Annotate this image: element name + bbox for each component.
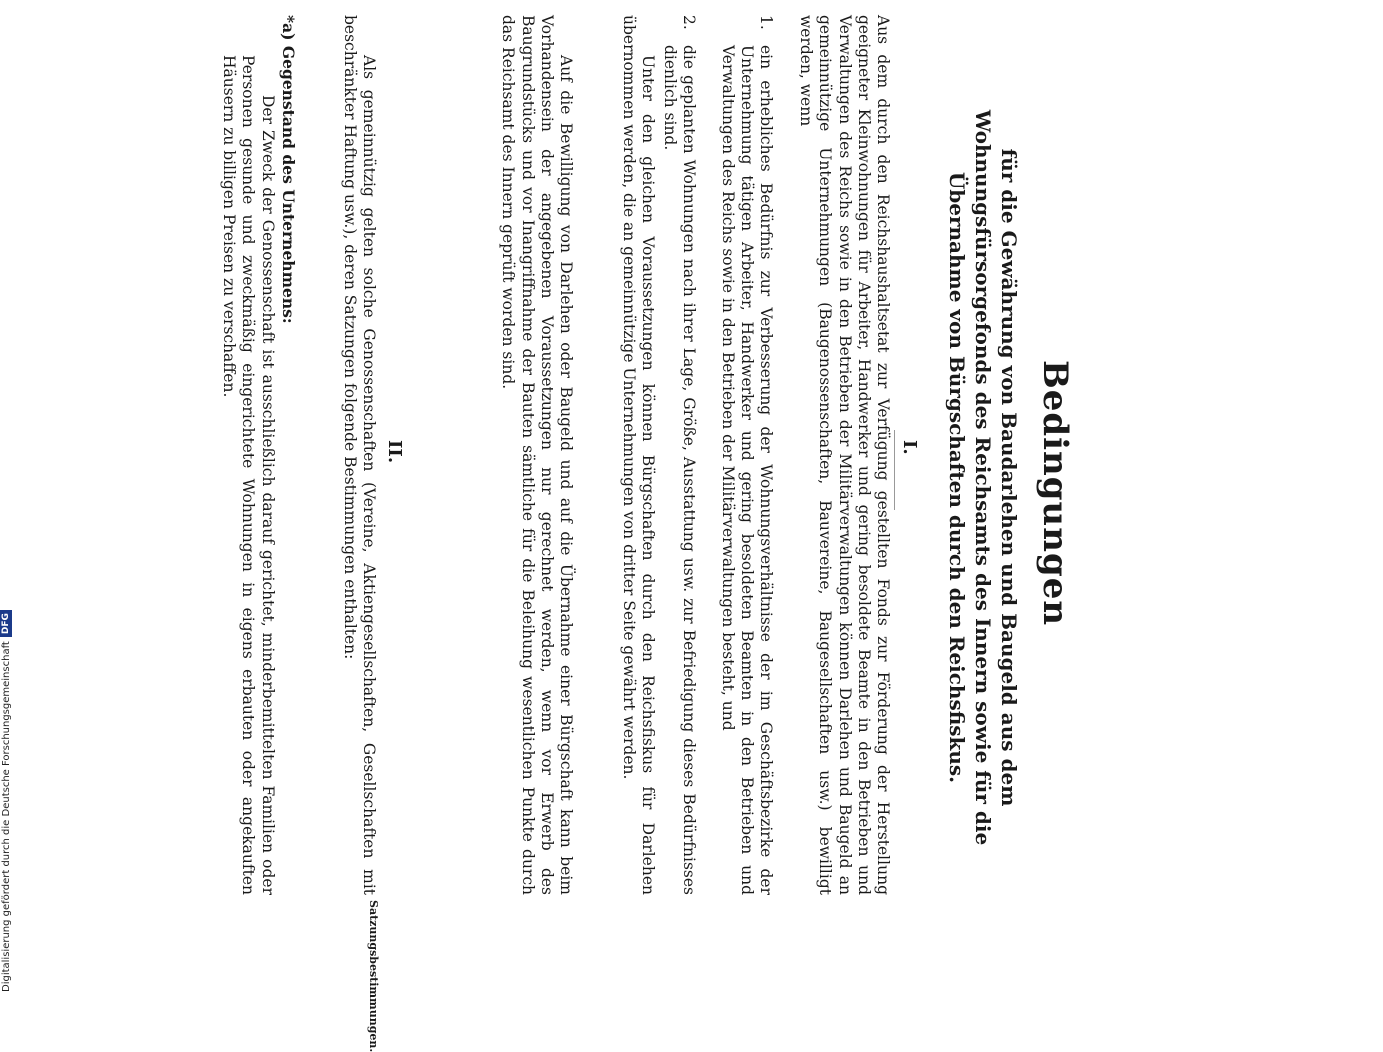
section-1-paragraph-2: Unter den gleichen Voraussetzungen können Bürgschaften durch den Reichsfiskus für Darlehen übernommen werden, die an gemeinnützige Unternehmungen von dritter Seite gewährt werden. <box>619 15 657 895</box>
item-text: ein erhebliches Bedürfnis zur Verbesserung der Wohnungsverhältnisse der im Geschäftsbezirke der Unternehmung tätigen Arbeiter, Handwerker und gering besoldeten Beamten in den Betrieben und Verwaltungen des Reichs sowie in den Betrieben der Militärverwaltungen besteht, und <box>718 45 775 895</box>
document-subtitle: für die Gewährung von Baudarlehen und Baugeld aus dem Wohnungsfürsorgefonds des Reichsamts des Innern sowie für die Übernahme von Bürgschaften durch den Reichsfiskus. <box>945 109 1021 846</box>
digitization-footer <box>0 592 12 1000</box>
section-2-intro: Als gemeinnützig gelten solche Genossenschaften (Vereine, Aktiengesellschaften, Gesellschaften mit beschränkter Haftung usw.), deren Satzungen folgende Bestimmungen enthalten: <box>340 15 378 895</box>
footer-text: Digitalisierung gefördert durch die Deutsche Forschungsgemeinschaft <box>1 641 12 992</box>
item-number: 2. <box>680 15 698 30</box>
section-1-paragraph-3: Auf die Bewilligung von Darlehen oder Baugeld und auf die Übernahme einer Bürgschaft kann beim Vorhandensein der angegebenen Voraussetzungen nur gerechnet werden, wenn vor Erwerb des Baugrundstücks und vor Inangriffnahme der Bauten sämtliche für die Beleihung wesentlichen Punkte durch das Reichsamt des Innern geprüft worden sind. <box>499 15 575 895</box>
margin-note: Satzungsbestimmungen. <box>367 900 380 1052</box>
document-title: Bedingungen <box>1035 360 1075 627</box>
section-1-item-2 <box>660 15 698 895</box>
section-2-number: II. <box>384 440 405 464</box>
item-text: die geplanten Wohnungen nach ihrer Lage, Größe, Ausstattung usw. zur Befriedigung dieses Bedürfnisses dienlich sind. <box>660 45 698 895</box>
section-1-number: I. <box>899 440 920 455</box>
item-number: 1. <box>757 15 775 30</box>
section-2-sub-a-heading: *a) Gegenstand des Unternehmens: <box>279 15 298 324</box>
section-2-sub-a-text: Der Zweck der Genossenschaft ist ausschließlich darauf gerichtet, minderbemittelten Familien oder Personen gesunde und zweckmäßig eingerichtete Wohnungen in eigens erbauten oder angekauften Häusern zu billigen Preisen zu verschaffen. <box>220 55 277 895</box>
section-1-intro: Aus dem durch den Reichshaushaltsetat zur Verfügung gestellten Fonds zur Förderung der Herstellung geeigneter Kleinwohnungen für Arbeiter, Handwerker und gering besoldete Beamte in den Betrieben und Verwaltungen des Reichs sowie in den Betrieben der Militärverwaltungen können Darlehen und Baugeld an gemeinnützige Unternehmungen (Baugenossenschaften, Bauvereine, Baugesellschaften usw.) bewilligt werden, wenn <box>797 15 892 895</box>
section-divider <box>894 430 895 510</box>
section-1-item-1 <box>717 15 775 895</box>
dfg-logo: DFG <box>0 610 12 637</box>
